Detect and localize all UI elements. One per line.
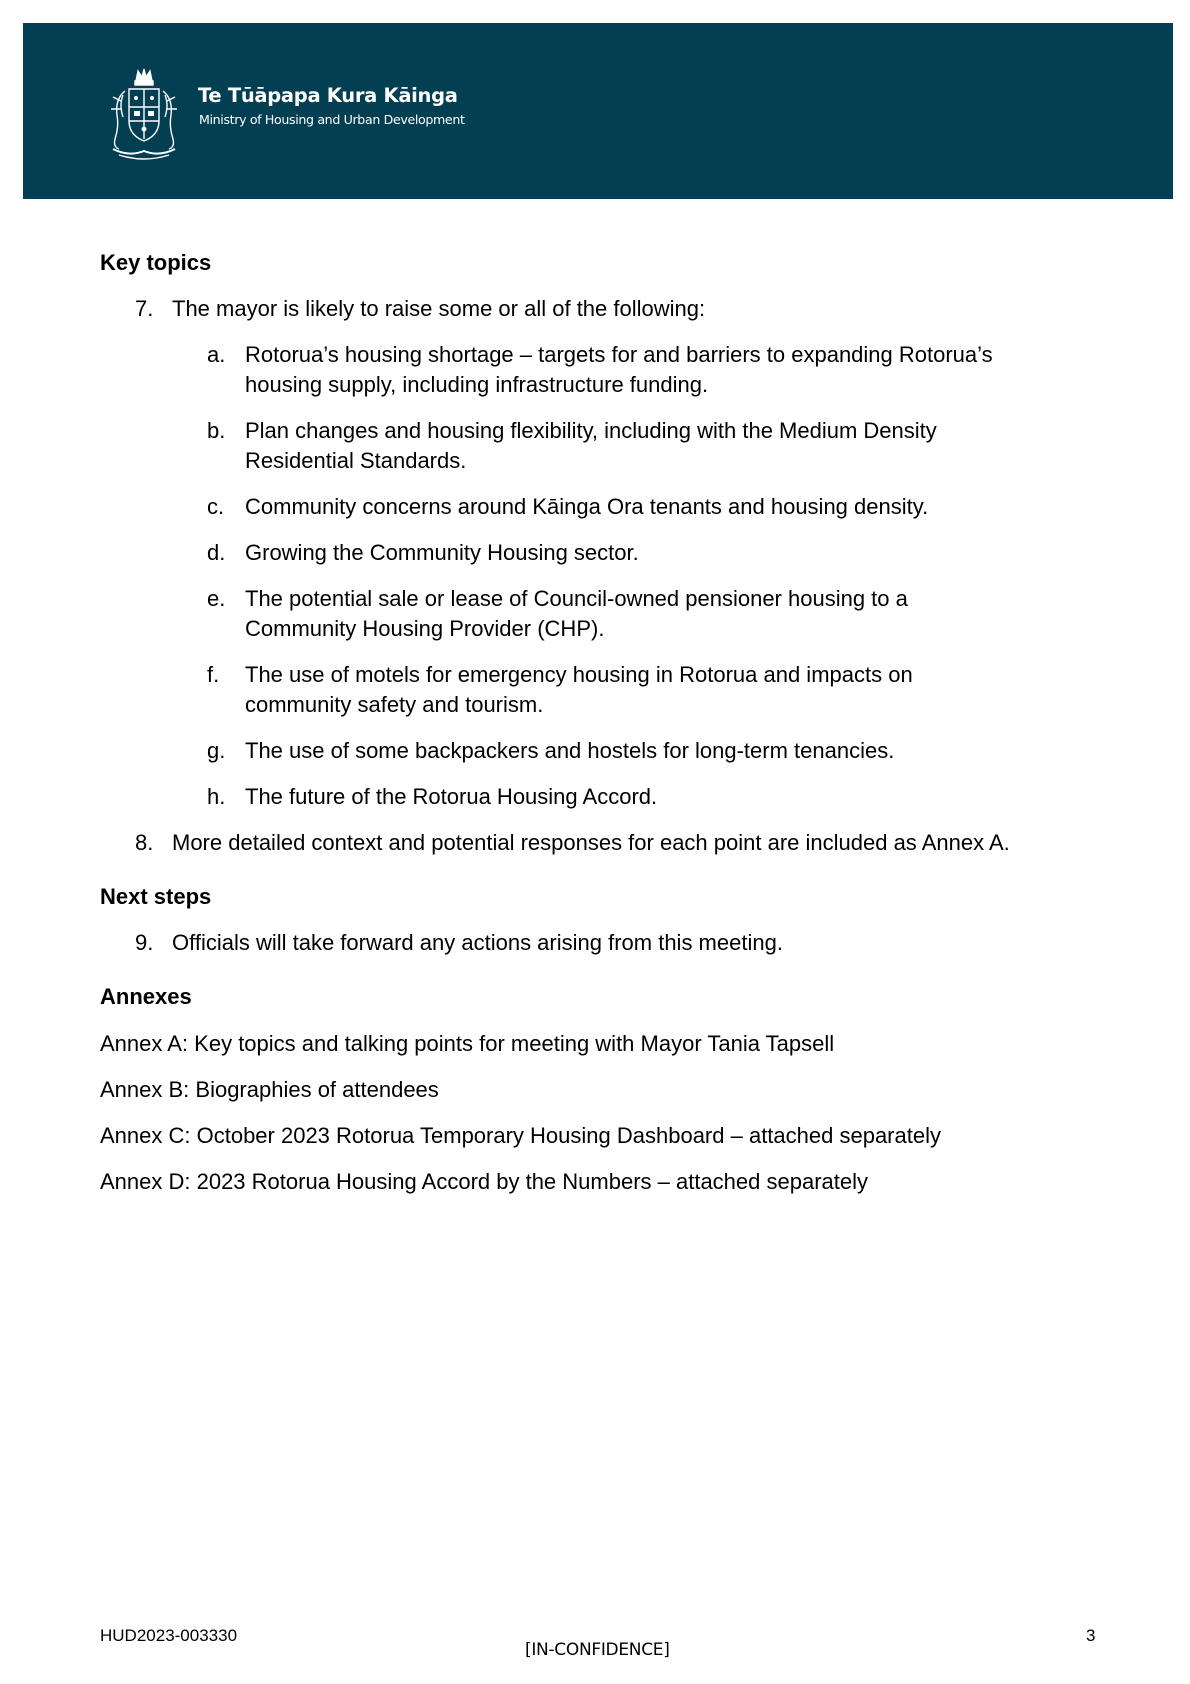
section-heading-next-steps: Next steps [100,884,212,909]
org-name: Te Tūāpapa Kura Kāinga [198,84,458,107]
annex-item: Annex C: October 2023 Rotorua Temporary Housing Dashboard – attached separately [100,1123,941,1148]
nz-coat-of-arms-icon [105,65,183,163]
sub-item-text: Residential Standards. [245,448,467,473]
sub-item-letter: b. [207,418,226,443]
header-banner [23,23,1173,199]
sub-item-text: The future of the Rotorua Housing Accord. [245,784,658,809]
security-classification: [IN-CONFIDENCE] [525,1640,670,1660]
item-number: 7. [135,296,154,321]
sub-item-text: The use of motels for emergency housing in Rotorua and impacts on [245,662,913,687]
item-number: 8. [135,830,154,855]
annex-item: Annex B: Biographies of attendees [100,1077,439,1102]
annex-item: Annex D: 2023 Rotorua Housing Accord by the Numbers – attached separately [100,1169,869,1194]
item-text: More detailed context and potential responses for each point are included as Annex A. [172,830,1010,855]
sub-item-letter: a. [207,342,226,367]
sub-item-text: Community concerns around Kāinga Ora tenants and housing density. [245,494,929,519]
section-heading-annexes: Annexes [100,984,192,1009]
annex-item: Annex A: Key topics and talking points for meeting with Mayor Tania Tapsell [100,1031,835,1056]
document-reference: HUD2023-003330 [100,1626,238,1645]
sub-item-text: Community Housing Provider (CHP). [245,616,605,641]
section-heading-key-topics: Key topics [100,250,212,275]
page-number: 3 [1086,1626,1096,1645]
sub-item-text: community safety and tourism. [245,692,544,717]
sub-item-letter: c. [207,494,225,519]
item-number: 9. [135,930,154,955]
sub-item-text: housing supply, including infrastructure funding. [245,372,709,397]
sub-item-text: Plan changes and housing flexibility, including with the Medium Density [245,418,937,443]
sub-item-letter: d. [207,540,226,565]
item-text: Officials will take forward any actions arising from this meeting. [172,930,783,955]
sub-item-text: Growing the Community Housing sector. [245,540,639,565]
org-subtitle: Ministry of Housing and Urban Development [199,112,465,127]
sub-item-text: The use of some backpackers and hostels for long-term tenancies. [245,738,895,763]
sub-item-text: The potential sale or lease of Council-owned pensioner housing to a [245,586,908,611]
item-text: The mayor is likely to raise some or all of the following: [172,296,706,321]
sub-item-text: Rotorua’s housing shortage – targets for and barriers to expanding Rotorua’s [245,342,993,367]
sub-item-letter: e. [207,586,226,611]
sub-item-letter: g. [207,738,226,763]
sub-item-letter: h. [207,784,226,809]
sub-item-letter: f. [207,662,220,687]
